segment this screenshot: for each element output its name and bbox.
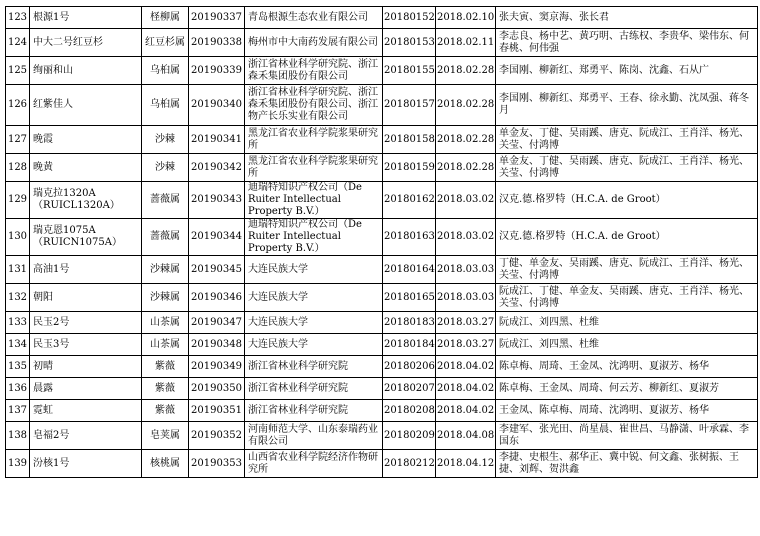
table-row <box>6 334 758 356</box>
genus: 沙棘 <box>142 126 189 154</box>
publication-number: 20190351 <box>189 400 245 422</box>
applicant: 青岛根源生态农业有限公司 <box>245 7 383 29</box>
variety-name: 根源1号 <box>30 7 142 29</box>
breeders: 陈卓梅、周琦、王金凤、沈鸿明、夏淑芳、杨华 <box>496 356 758 378</box>
table-row <box>6 356 758 378</box>
publication-number: 20190338 <box>189 29 245 57</box>
breeders: 阮成江、丁健、单金友、吴雨蹊、唐克、王肖洋、杨光、关莹、付鸿博 <box>496 284 758 312</box>
row-number: 129 <box>6 182 30 219</box>
breeders: 王金凤、陈卓梅、周琦、沈鸿明、夏淑芳、杨华 <box>496 400 758 422</box>
application-date: 2018.03.27 <box>436 312 496 334</box>
genus: 沙棘属 <box>142 256 189 284</box>
genus: 乌桕属 <box>142 57 189 85</box>
table-row <box>6 400 758 422</box>
table-row <box>6 284 758 312</box>
row-number: 127 <box>6 126 30 154</box>
application-number: 20180184 <box>383 334 436 356</box>
table-row <box>6 57 758 85</box>
variety-table <box>5 6 758 478</box>
applicant: 浙江省林业科学研究院 <box>245 378 383 400</box>
application-number: 20180212 <box>383 450 436 478</box>
application-number: 20180183 <box>383 312 436 334</box>
applicant: 黑龙江省农业科学院浆果研究所 <box>245 126 383 154</box>
application-date: 2018.02.10 <box>436 7 496 29</box>
application-number: 20180153 <box>383 29 436 57</box>
table-body <box>6 7 758 478</box>
row-number: 133 <box>6 312 30 334</box>
applicant: 浙江省林业科学研究院、浙江森禾集团股份有限公司、浙江物产长乐实业有限公司 <box>245 85 383 126</box>
table-row <box>6 154 758 182</box>
genus: 蔷薇属 <box>142 219 189 256</box>
genus: 紫薇 <box>142 400 189 422</box>
table-row <box>6 422 758 450</box>
applicant: 梅州市中大南药发展有限公司 <box>245 29 383 57</box>
variety-name: 高油1号 <box>30 256 142 284</box>
applicant: 大连民族大学 <box>245 256 383 284</box>
publication-number: 20190344 <box>189 219 245 256</box>
row-number: 136 <box>6 378 30 400</box>
genus: 红豆杉属 <box>142 29 189 57</box>
table-row <box>6 182 758 219</box>
publication-number: 20190348 <box>189 334 245 356</box>
table-row <box>6 29 758 57</box>
table-row <box>6 219 758 256</box>
variety-name: 晚霞 <box>30 126 142 154</box>
variety-name: 初晴 <box>30 356 142 378</box>
table-row <box>6 256 758 284</box>
publication-number: 20190353 <box>189 450 245 478</box>
applicant: 大连民族大学 <box>245 312 383 334</box>
row-number: 132 <box>6 284 30 312</box>
variety-name: 皂福2号 <box>30 422 142 450</box>
publication-number: 20190343 <box>189 182 245 219</box>
publication-number: 20190352 <box>189 422 245 450</box>
publication-number: 20190341 <box>189 126 245 154</box>
breeders: 阮成江、刘四黑、杜维 <box>496 334 758 356</box>
application-date: 2018.03.27 <box>436 334 496 356</box>
genus: 山茶属 <box>142 334 189 356</box>
applicant: 浙江省林业科学研究院 <box>245 356 383 378</box>
table-row <box>6 7 758 29</box>
variety-name: 晨露 <box>30 378 142 400</box>
application-date: 2018.02.28 <box>436 57 496 85</box>
variety-name: 晚黄 <box>30 154 142 182</box>
application-number: 20180155 <box>383 57 436 85</box>
breeders: 李志良、杨中艺、黄巧明、古练权、李贵华、梁伟东、何春桃、何伟强 <box>496 29 758 57</box>
application-date: 2018.04.12 <box>436 450 496 478</box>
variety-name: 霓虹 <box>30 400 142 422</box>
breeders: 汉克.德.格罗特（H.C.A. de Groot） <box>496 182 758 219</box>
breeders: 张夫寅、窦京海、张长君 <box>496 7 758 29</box>
variety-name: 汾核1号 <box>30 450 142 478</box>
row-number: 139 <box>6 450 30 478</box>
application-number: 20180157 <box>383 85 436 126</box>
applicant: 浙江省林业科学研究院 <box>245 400 383 422</box>
publication-number: 20190349 <box>189 356 245 378</box>
application-date: 2018.03.03 <box>436 256 496 284</box>
row-number: 138 <box>6 422 30 450</box>
variety-name: 朝阳 <box>30 284 142 312</box>
genus: 皂荚属 <box>142 422 189 450</box>
applicant: 迪瑞特知识产权公司（De Ruiter Intellectual Property B.V.） <box>245 219 383 256</box>
publication-number: 20190339 <box>189 57 245 85</box>
genus: 紫薇 <box>142 356 189 378</box>
application-number: 20180159 <box>383 154 436 182</box>
variety-name: 瑞克恩1075A（RUICN1075A） <box>30 219 142 256</box>
row-number: 128 <box>6 154 30 182</box>
breeders: 阮成江、刘四黑、杜维 <box>496 312 758 334</box>
genus: 核桃属 <box>142 450 189 478</box>
variety-name: 瑞克拉1320A（RUICL1320A） <box>30 182 142 219</box>
genus: 沙棘 <box>142 154 189 182</box>
applicant: 山西省农业科学院经济作物研究所 <box>245 450 383 478</box>
application-date: 2018.02.28 <box>436 85 496 126</box>
table-row <box>6 312 758 334</box>
application-number: 20180164 <box>383 256 436 284</box>
application-date: 2018.02.28 <box>436 154 496 182</box>
publication-number: 20190337 <box>189 7 245 29</box>
genus: 蔷薇属 <box>142 182 189 219</box>
row-number: 130 <box>6 219 30 256</box>
application-date: 2018.04.08 <box>436 422 496 450</box>
genus: 山茶属 <box>142 312 189 334</box>
row-number: 131 <box>6 256 30 284</box>
genus: 柽柳属 <box>142 7 189 29</box>
application-date: 2018.03.03 <box>436 284 496 312</box>
row-number: 126 <box>6 85 30 126</box>
table-row <box>6 378 758 400</box>
row-number: 135 <box>6 356 30 378</box>
applicant: 河南师范大学、山东泰瑞药业有限公司 <box>245 422 383 450</box>
application-number: 20180152 <box>383 7 436 29</box>
application-number: 20180162 <box>383 182 436 219</box>
publication-number: 20190347 <box>189 312 245 334</box>
table-row <box>6 450 758 478</box>
applicant: 大连民族大学 <box>245 334 383 356</box>
breeders: 李建军、张光田、尚星晨、崔世昌、马静潇、叶承霖、李国东 <box>496 422 758 450</box>
application-date: 2018.04.02 <box>436 356 496 378</box>
application-number: 20180165 <box>383 284 436 312</box>
publication-number: 20190340 <box>189 85 245 126</box>
variety-name: 民玉3号 <box>30 334 142 356</box>
application-number: 20180158 <box>383 126 436 154</box>
breeders: 单金友、丁健、吴雨蹊、唐克、阮成江、王肖洋、杨光、关莹、付鸿博 <box>496 126 758 154</box>
breeders: 李捷、史根生、郝华正、冀中锐、何文鑫、张树振、王捷、刘辉、贺洪鑫 <box>496 450 758 478</box>
variety-name: 绚丽和山 <box>30 57 142 85</box>
application-number: 20180209 <box>383 422 436 450</box>
breeders: 李国刚、柳新红、郑勇平、王春、徐永勤、沈凤强、蒋冬月 <box>496 85 758 126</box>
applicant: 黑龙江省农业科学院浆果研究所 <box>245 154 383 182</box>
table-row <box>6 126 758 154</box>
variety-name: 中大二号红豆杉 <box>30 29 142 57</box>
application-date: 2018.02.11 <box>436 29 496 57</box>
row-number: 134 <box>6 334 30 356</box>
application-date: 2018.04.02 <box>436 378 496 400</box>
row-number: 124 <box>6 29 30 57</box>
breeders: 李国刚、柳新红、郑勇平、陈岗、沈鑫、石从广 <box>496 57 758 85</box>
application-number: 20180206 <box>383 356 436 378</box>
application-date: 2018.04.02 <box>436 400 496 422</box>
application-number: 20180163 <box>383 219 436 256</box>
application-date: 2018.03.02 <box>436 219 496 256</box>
publication-number: 20190346 <box>189 284 245 312</box>
breeders: 单金友、丁健、吴雨蹊、唐克、阮成江、王肖洋、杨光、关莹、付鸿博 <box>496 154 758 182</box>
applicant: 浙江省林业科学研究院、浙江森禾集团股份有限公司 <box>245 57 383 85</box>
row-number: 123 <box>6 7 30 29</box>
application-number: 20180207 <box>383 378 436 400</box>
applicant: 迪瑞特知识产权公司（De Ruiter Intellectual Property B.V.） <box>245 182 383 219</box>
genus: 沙棘属 <box>142 284 189 312</box>
application-date: 2018.02.28 <box>436 126 496 154</box>
genus: 紫薇 <box>142 378 189 400</box>
row-number: 125 <box>6 57 30 85</box>
genus: 乌桕属 <box>142 85 189 126</box>
publication-number: 20190345 <box>189 256 245 284</box>
applicant: 大连民族大学 <box>245 284 383 312</box>
breeders: 陈卓梅、王金凤、周琦、何云芳、柳新红、夏淑芳 <box>496 378 758 400</box>
breeders: 汉克.德.格罗特（H.C.A. de Groot） <box>496 219 758 256</box>
publication-number: 20190350 <box>189 378 245 400</box>
application-number: 20180208 <box>383 400 436 422</box>
variety-name: 红紫佳人 <box>30 85 142 126</box>
breeders: 丁健、单金友、吴雨蹊、唐克、阮成江、王肖洋、杨光、关莹、付鸿博 <box>496 256 758 284</box>
application-date: 2018.03.02 <box>436 182 496 219</box>
row-number: 137 <box>6 400 30 422</box>
variety-name: 民玉2号 <box>30 312 142 334</box>
publication-number: 20190342 <box>189 154 245 182</box>
table-row <box>6 85 758 126</box>
